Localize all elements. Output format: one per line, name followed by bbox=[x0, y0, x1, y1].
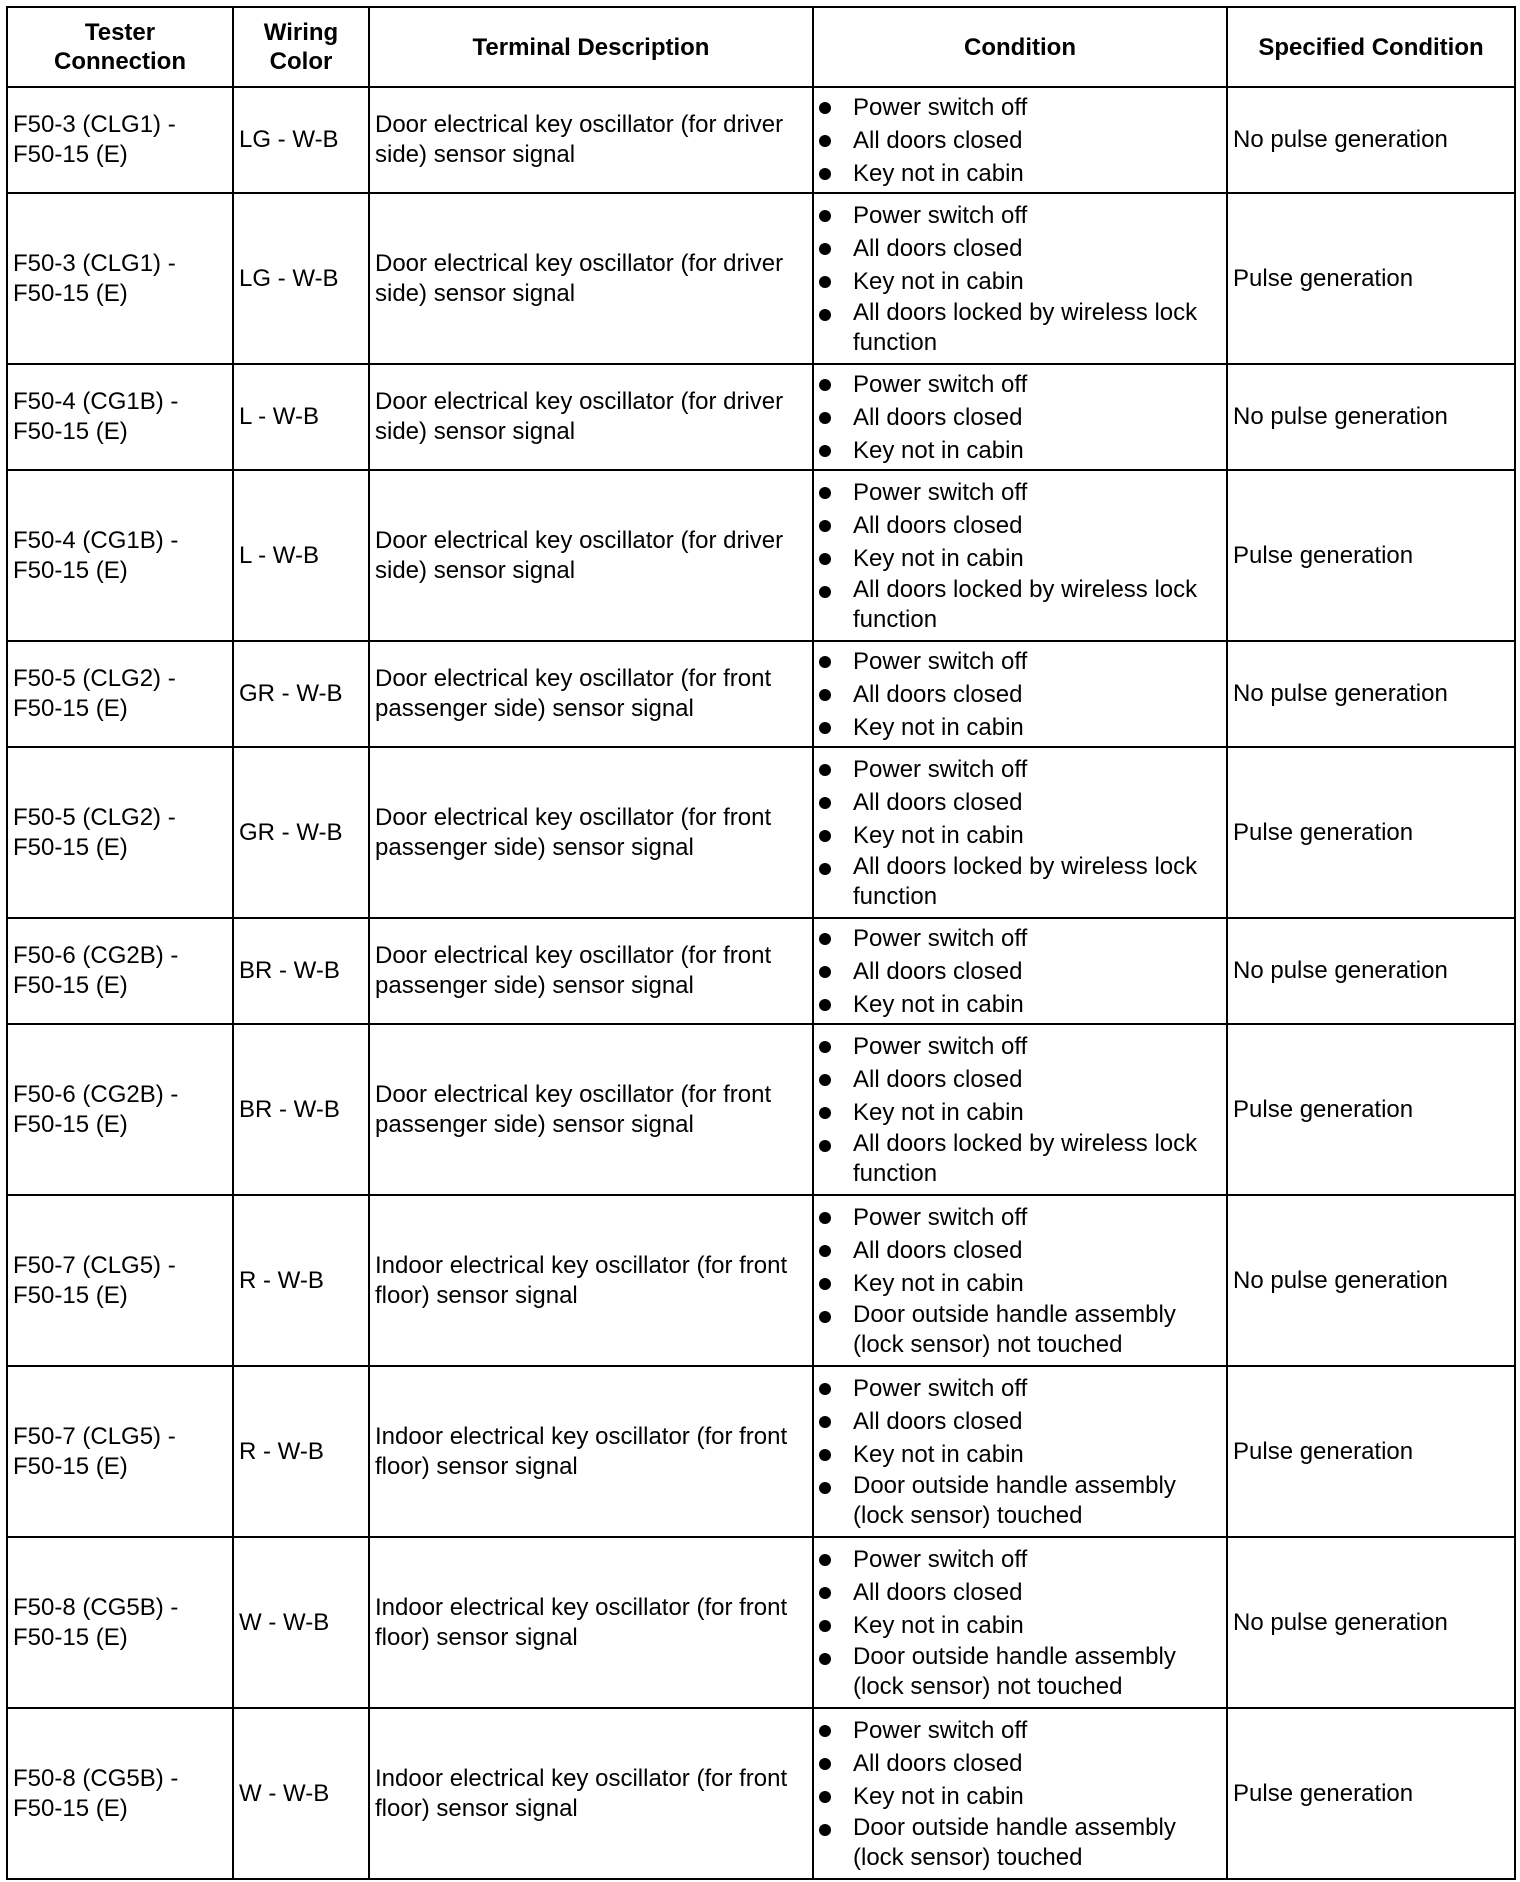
bullet-icon bbox=[819, 1107, 831, 1119]
condition-text: All doors locked by wireless lock function bbox=[853, 1130, 1198, 1187]
tester-connection-line: F50-6 (CG2B) - bbox=[13, 1080, 179, 1108]
specified-condition-cell: Pulse generation bbox=[1227, 1024, 1515, 1195]
condition-item bbox=[819, 1267, 1221, 1300]
condition-text: All doors locked by wireless lock function bbox=[853, 576, 1198, 633]
condition-text: All doors closed bbox=[853, 680, 1023, 708]
tester-connection-line: F50-15 (E) bbox=[13, 1281, 128, 1309]
condition-item bbox=[819, 1030, 1221, 1063]
condition-text: Door outside handle assembly (lock sensor) touched bbox=[853, 1814, 1176, 1871]
tester-connection-cell bbox=[7, 641, 233, 747]
condition-cell bbox=[813, 747, 1227, 918]
tester-connection-line: F50-15 (E) bbox=[13, 972, 128, 999]
condition-item bbox=[819, 1129, 1221, 1189]
tester-connection-cell bbox=[7, 364, 233, 470]
condition-item bbox=[819, 575, 1221, 635]
condition-text: All doors closed bbox=[853, 1237, 1023, 1264]
specified-condition-cell: No pulse generation bbox=[1227, 1195, 1515, 1366]
condition-item bbox=[819, 852, 1221, 912]
condition-text: Door outside handle assembly (lock sensor) not touched bbox=[853, 1301, 1176, 1358]
tester-connection-line: F50-3 (CLG1) - bbox=[13, 249, 176, 277]
wiring-color-cell: W - W-B bbox=[233, 1708, 369, 1879]
tester-connection-line: F50-4 (CG1B) - bbox=[13, 388, 179, 415]
condition-list bbox=[819, 645, 1221, 744]
condition-item bbox=[819, 645, 1221, 678]
tester-connection-cell bbox=[7, 1366, 233, 1537]
terminal-description-cell: Door electrical key oscillator (for front passenger side) sensor signal bbox=[369, 1024, 813, 1195]
condition-item bbox=[819, 786, 1221, 819]
condition-item bbox=[819, 819, 1221, 852]
specified-condition-cell: Pulse generation bbox=[1227, 747, 1515, 918]
header-specified-condition: Specified Condition bbox=[1227, 7, 1515, 87]
specified-condition-cell: Pulse generation bbox=[1227, 1708, 1515, 1879]
bullet-icon bbox=[819, 863, 831, 875]
wiring-color-cell: L - W-B bbox=[233, 364, 369, 470]
condition-cell bbox=[813, 1195, 1227, 1366]
condition-item bbox=[819, 1576, 1221, 1609]
condition-item bbox=[819, 542, 1221, 575]
condition-cell bbox=[813, 1537, 1227, 1708]
bullet-icon bbox=[819, 1212, 831, 1224]
condition-text: All doors closed bbox=[853, 126, 1023, 154]
table-row bbox=[7, 364, 1515, 470]
bullet-icon bbox=[819, 1278, 831, 1290]
table-row bbox=[7, 1366, 1515, 1537]
condition-item bbox=[819, 157, 1221, 190]
specified-condition-cell: Pulse generation bbox=[1227, 1366, 1515, 1537]
bullet-icon bbox=[819, 1758, 831, 1770]
bullet-icon bbox=[819, 689, 831, 701]
condition-item bbox=[819, 1063, 1221, 1096]
bullet-icon bbox=[819, 764, 831, 776]
table-row bbox=[7, 470, 1515, 641]
table-row bbox=[7, 1195, 1515, 1366]
condition-text: Key not in cabin bbox=[853, 268, 1024, 295]
condition-text: Door outside handle assembly (lock sensor) touched bbox=[853, 1472, 1176, 1529]
bullet-icon bbox=[819, 1482, 831, 1494]
bullet-icon bbox=[819, 379, 831, 391]
condition-item bbox=[819, 1201, 1221, 1234]
header-row bbox=[7, 7, 1515, 87]
bullet-icon bbox=[819, 1587, 831, 1599]
condition-text: Power switch off bbox=[853, 1033, 1028, 1060]
tester-connection-cell bbox=[7, 1024, 233, 1195]
table-row bbox=[7, 747, 1515, 918]
condition-item bbox=[819, 265, 1221, 298]
tester-connection-line: F50-4 (CG1B) - bbox=[13, 526, 179, 554]
tester-connection-line: F50-8 (CG5B) - bbox=[13, 1764, 179, 1792]
condition-item bbox=[819, 1300, 1221, 1360]
condition-text: All doors closed bbox=[853, 235, 1023, 262]
terminal-description-cell: Door electrical key oscillator (for front passenger side) sensor signal bbox=[369, 747, 813, 918]
condition-list bbox=[819, 1030, 1221, 1189]
condition-item bbox=[819, 1813, 1221, 1873]
condition-text: Power switch off bbox=[853, 924, 1028, 952]
terminal-description-cell: Door electrical key oscillator (for driver side) sensor signal bbox=[369, 193, 813, 364]
tester-connection-cell bbox=[7, 193, 233, 364]
table-row bbox=[7, 87, 1515, 193]
condition-item bbox=[819, 476, 1221, 509]
table-header bbox=[7, 7, 1515, 87]
header-terminal-description: Terminal Description bbox=[369, 7, 813, 87]
condition-item bbox=[819, 753, 1221, 786]
tester-connection-cell bbox=[7, 1195, 233, 1366]
condition-text: All doors closed bbox=[853, 403, 1023, 431]
bullet-icon bbox=[819, 966, 831, 978]
condition-text: Power switch off bbox=[853, 479, 1028, 506]
wiring-color-cell: LG - W-B bbox=[233, 193, 369, 364]
condition-item bbox=[819, 1543, 1221, 1576]
tester-connection-cell bbox=[7, 1537, 233, 1708]
condition-text: Power switch off bbox=[853, 756, 1028, 783]
condition-item bbox=[819, 1609, 1221, 1642]
bullet-icon bbox=[819, 1725, 831, 1737]
wiring-color-cell: BR - W-B bbox=[233, 918, 369, 1024]
condition-text: All doors closed bbox=[853, 1408, 1023, 1435]
condition-item bbox=[819, 509, 1221, 542]
condition-text: Power switch off bbox=[853, 1546, 1028, 1573]
condition-text: All doors closed bbox=[853, 1750, 1023, 1777]
tester-connection-cell bbox=[7, 1708, 233, 1879]
condition-item bbox=[819, 232, 1221, 265]
condition-list bbox=[819, 1714, 1221, 1873]
condition-cell bbox=[813, 470, 1227, 641]
bullet-icon bbox=[819, 933, 831, 945]
tester-connection-cell bbox=[7, 470, 233, 641]
bullet-icon bbox=[819, 1245, 831, 1257]
condition-text: All doors closed bbox=[853, 512, 1023, 539]
condition-cell bbox=[813, 1366, 1227, 1537]
condition-item bbox=[819, 678, 1221, 711]
wiring-color-cell: LG - W-B bbox=[233, 87, 369, 193]
terminal-description-cell: Indoor electrical key oscillator (for front floor) sensor signal bbox=[369, 1537, 813, 1708]
specified-condition-cell: Pulse generation bbox=[1227, 193, 1515, 364]
condition-item bbox=[819, 1438, 1221, 1471]
bullet-icon bbox=[819, 412, 831, 424]
condition-item bbox=[819, 124, 1221, 157]
condition-list bbox=[819, 1543, 1221, 1702]
bullet-icon bbox=[819, 1791, 831, 1803]
condition-text: Key not in cabin bbox=[853, 713, 1024, 741]
wiring-color-cell: GR - W-B bbox=[233, 747, 369, 918]
table-row bbox=[7, 918, 1515, 1024]
table-row bbox=[7, 1024, 1515, 1195]
condition-cell bbox=[813, 1708, 1227, 1879]
condition-item bbox=[819, 1780, 1221, 1813]
bullet-icon bbox=[819, 797, 831, 809]
condition-text: Power switch off bbox=[853, 1375, 1028, 1402]
condition-list bbox=[819, 91, 1221, 190]
condition-text: All doors locked by wireless lock function bbox=[853, 853, 1198, 910]
bullet-icon bbox=[819, 168, 831, 180]
condition-cell bbox=[813, 1024, 1227, 1195]
wiring-color-cell: BR - W-B bbox=[233, 1024, 369, 1195]
wiring-color-cell: R - W-B bbox=[233, 1366, 369, 1537]
condition-text: All doors closed bbox=[853, 957, 1023, 985]
condition-text: All doors closed bbox=[853, 1579, 1023, 1606]
bullet-icon bbox=[819, 243, 831, 255]
tester-connection-line: F50-15 (E) bbox=[13, 418, 128, 445]
condition-item bbox=[819, 91, 1221, 124]
tester-connection-line: F50-15 (E) bbox=[13, 141, 128, 168]
specified-condition-cell: No pulse generation bbox=[1227, 918, 1515, 1024]
terminal-description-cell: Door electrical key oscillator (for driver side) sensor signal bbox=[369, 364, 813, 470]
tester-connection-line: F50-15 (E) bbox=[13, 1452, 128, 1480]
condition-text: Key not in cabin bbox=[853, 159, 1024, 187]
tester-connection-line: F50-15 (E) bbox=[13, 695, 128, 722]
specified-condition-cell: Pulse generation bbox=[1227, 470, 1515, 641]
bullet-icon bbox=[819, 520, 831, 532]
table-row bbox=[7, 1537, 1515, 1708]
condition-text: Key not in cabin bbox=[853, 545, 1024, 572]
bullet-icon bbox=[819, 309, 831, 321]
tester-connection-line: F50-15 (E) bbox=[13, 279, 128, 307]
condition-item bbox=[819, 1747, 1221, 1780]
tester-connection-cell bbox=[7, 87, 233, 193]
condition-text: All doors closed bbox=[853, 1066, 1023, 1093]
condition-item bbox=[819, 988, 1221, 1021]
condition-cell bbox=[813, 918, 1227, 1024]
header-tester-connection-line-1: Tester bbox=[84, 19, 156, 46]
terminal-description-cell: Indoor electrical key oscillator (for front floor) sensor signal bbox=[369, 1195, 813, 1366]
condition-list bbox=[819, 368, 1221, 467]
condition-list bbox=[819, 753, 1221, 912]
tester-connection-line: F50-5 (CLG2) - bbox=[13, 803, 176, 831]
condition-item bbox=[819, 1234, 1221, 1267]
tester-connection-line: F50-8 (CG5B) - bbox=[13, 1593, 179, 1621]
tester-connection-line: F50-15 (E) bbox=[13, 1794, 128, 1822]
header-tester-connection-line-2: Connection bbox=[54, 48, 186, 75]
specified-condition-cell: No pulse generation bbox=[1227, 1537, 1515, 1708]
condition-text: Power switch off bbox=[853, 370, 1028, 398]
condition-item bbox=[819, 298, 1221, 358]
condition-item bbox=[819, 1096, 1221, 1129]
condition-text: Key not in cabin bbox=[853, 1270, 1024, 1297]
header-tester-connection bbox=[7, 7, 233, 87]
wiring-color-cell: GR - W-B bbox=[233, 641, 369, 747]
wiring-color-cell: L - W-B bbox=[233, 470, 369, 641]
condition-text: Power switch off bbox=[853, 1204, 1028, 1231]
condition-text: Key not in cabin bbox=[853, 1612, 1024, 1639]
header-wiring-color-line-2: Color bbox=[269, 48, 333, 75]
condition-text: Power switch off bbox=[853, 202, 1028, 229]
bullet-icon bbox=[819, 586, 831, 598]
condition-item bbox=[819, 368, 1221, 401]
specified-condition-cell: No pulse generation bbox=[1227, 87, 1515, 193]
condition-list bbox=[819, 476, 1221, 635]
condition-text: Key not in cabin bbox=[853, 436, 1024, 464]
tester-connection-line: F50-15 (E) bbox=[13, 1110, 128, 1138]
bullet-icon bbox=[819, 830, 831, 842]
condition-item bbox=[819, 1471, 1221, 1531]
bullet-icon bbox=[819, 1449, 831, 1461]
terminal-spec-table bbox=[6, 6, 1516, 1880]
table-row bbox=[7, 193, 1515, 364]
table-body bbox=[7, 87, 1515, 1879]
condition-list bbox=[819, 1201, 1221, 1360]
bullet-icon bbox=[819, 1311, 831, 1323]
bullet-icon bbox=[819, 102, 831, 114]
bullet-icon bbox=[819, 1554, 831, 1566]
condition-item bbox=[819, 1405, 1221, 1438]
condition-item bbox=[819, 922, 1221, 955]
bullet-icon bbox=[819, 553, 831, 565]
terminal-description-cell: Door electrical key oscillator (for front passenger side) sensor signal bbox=[369, 641, 813, 747]
bullet-icon bbox=[819, 1041, 831, 1053]
condition-text: Power switch off bbox=[853, 1717, 1028, 1744]
condition-list bbox=[819, 199, 1221, 358]
bullet-icon bbox=[819, 445, 831, 457]
bullet-icon bbox=[819, 656, 831, 668]
condition-list bbox=[819, 1372, 1221, 1531]
specified-condition-cell: No pulse generation bbox=[1227, 364, 1515, 470]
tester-connection-line: F50-5 (CLG2) - bbox=[13, 665, 176, 692]
bullet-icon bbox=[819, 210, 831, 222]
tester-connection-line: F50-7 (CLG5) - bbox=[13, 1251, 176, 1279]
condition-cell bbox=[813, 641, 1227, 747]
wiring-color-cell: W - W-B bbox=[233, 1537, 369, 1708]
condition-text: Key not in cabin bbox=[853, 990, 1024, 1018]
tester-connection-line: F50-15 (E) bbox=[13, 1623, 128, 1651]
tester-connection-line: F50-6 (CG2B) - bbox=[13, 942, 179, 969]
condition-text: Door outside handle assembly (lock sensor) not touched bbox=[853, 1643, 1176, 1700]
bullet-icon bbox=[819, 487, 831, 499]
bullet-icon bbox=[819, 1653, 831, 1665]
condition-text: Key not in cabin bbox=[853, 822, 1024, 849]
bullet-icon bbox=[819, 1620, 831, 1632]
bullet-icon bbox=[819, 135, 831, 147]
bullet-icon bbox=[819, 1140, 831, 1152]
condition-item bbox=[819, 1714, 1221, 1747]
condition-item bbox=[819, 711, 1221, 744]
header-wiring-color-line-1: Wiring bbox=[263, 19, 339, 46]
condition-text: All doors closed bbox=[853, 789, 1023, 816]
condition-text: Key not in cabin bbox=[853, 1783, 1024, 1810]
specified-condition-cell: No pulse generation bbox=[1227, 641, 1515, 747]
bullet-icon bbox=[819, 1074, 831, 1086]
condition-item bbox=[819, 1642, 1221, 1702]
condition-text: Key not in cabin bbox=[853, 1441, 1024, 1468]
table-row bbox=[7, 641, 1515, 747]
tester-connection-line: F50-15 (E) bbox=[13, 833, 128, 861]
condition-cell bbox=[813, 87, 1227, 193]
condition-cell bbox=[813, 193, 1227, 364]
condition-text: All doors locked by wireless lock function bbox=[853, 299, 1198, 356]
terminal-description-cell: Door electrical key oscillator (for front passenger side) sensor signal bbox=[369, 918, 813, 1024]
bullet-icon bbox=[819, 1824, 831, 1836]
wiring-color-cell: R - W-B bbox=[233, 1195, 369, 1366]
condition-text: Power switch off bbox=[853, 647, 1028, 675]
terminal-description-cell: Indoor electrical key oscillator (for front floor) sensor signal bbox=[369, 1366, 813, 1537]
bullet-icon bbox=[819, 722, 831, 734]
header-condition: Condition bbox=[813, 7, 1227, 87]
terminal-description-cell: Indoor electrical key oscillator (for front floor) sensor signal bbox=[369, 1708, 813, 1879]
bullet-icon bbox=[819, 1383, 831, 1395]
terminal-description-cell: Door electrical key oscillator (for driver side) sensor signal bbox=[369, 87, 813, 193]
condition-item bbox=[819, 1372, 1221, 1405]
header-wiring-color bbox=[233, 7, 369, 87]
condition-cell bbox=[813, 364, 1227, 470]
condition-text: Key not in cabin bbox=[853, 1099, 1024, 1126]
bullet-icon bbox=[819, 1416, 831, 1428]
tester-connection-line: F50-15 (E) bbox=[13, 556, 128, 584]
tester-connection-line: F50-7 (CLG5) - bbox=[13, 1422, 176, 1450]
condition-item bbox=[819, 955, 1221, 988]
condition-item bbox=[819, 434, 1221, 467]
table-row bbox=[7, 1708, 1515, 1879]
bullet-icon bbox=[819, 276, 831, 288]
tester-connection-line: F50-3 (CLG1) - bbox=[13, 111, 176, 138]
condition-item bbox=[819, 401, 1221, 434]
condition-item bbox=[819, 199, 1221, 232]
terminal-description-cell: Door electrical key oscillator (for driver side) sensor signal bbox=[369, 470, 813, 641]
condition-list bbox=[819, 922, 1221, 1021]
condition-text: Power switch off bbox=[853, 93, 1028, 121]
bullet-icon bbox=[819, 999, 831, 1011]
tester-connection-cell bbox=[7, 747, 233, 918]
tester-connection-cell bbox=[7, 918, 233, 1024]
